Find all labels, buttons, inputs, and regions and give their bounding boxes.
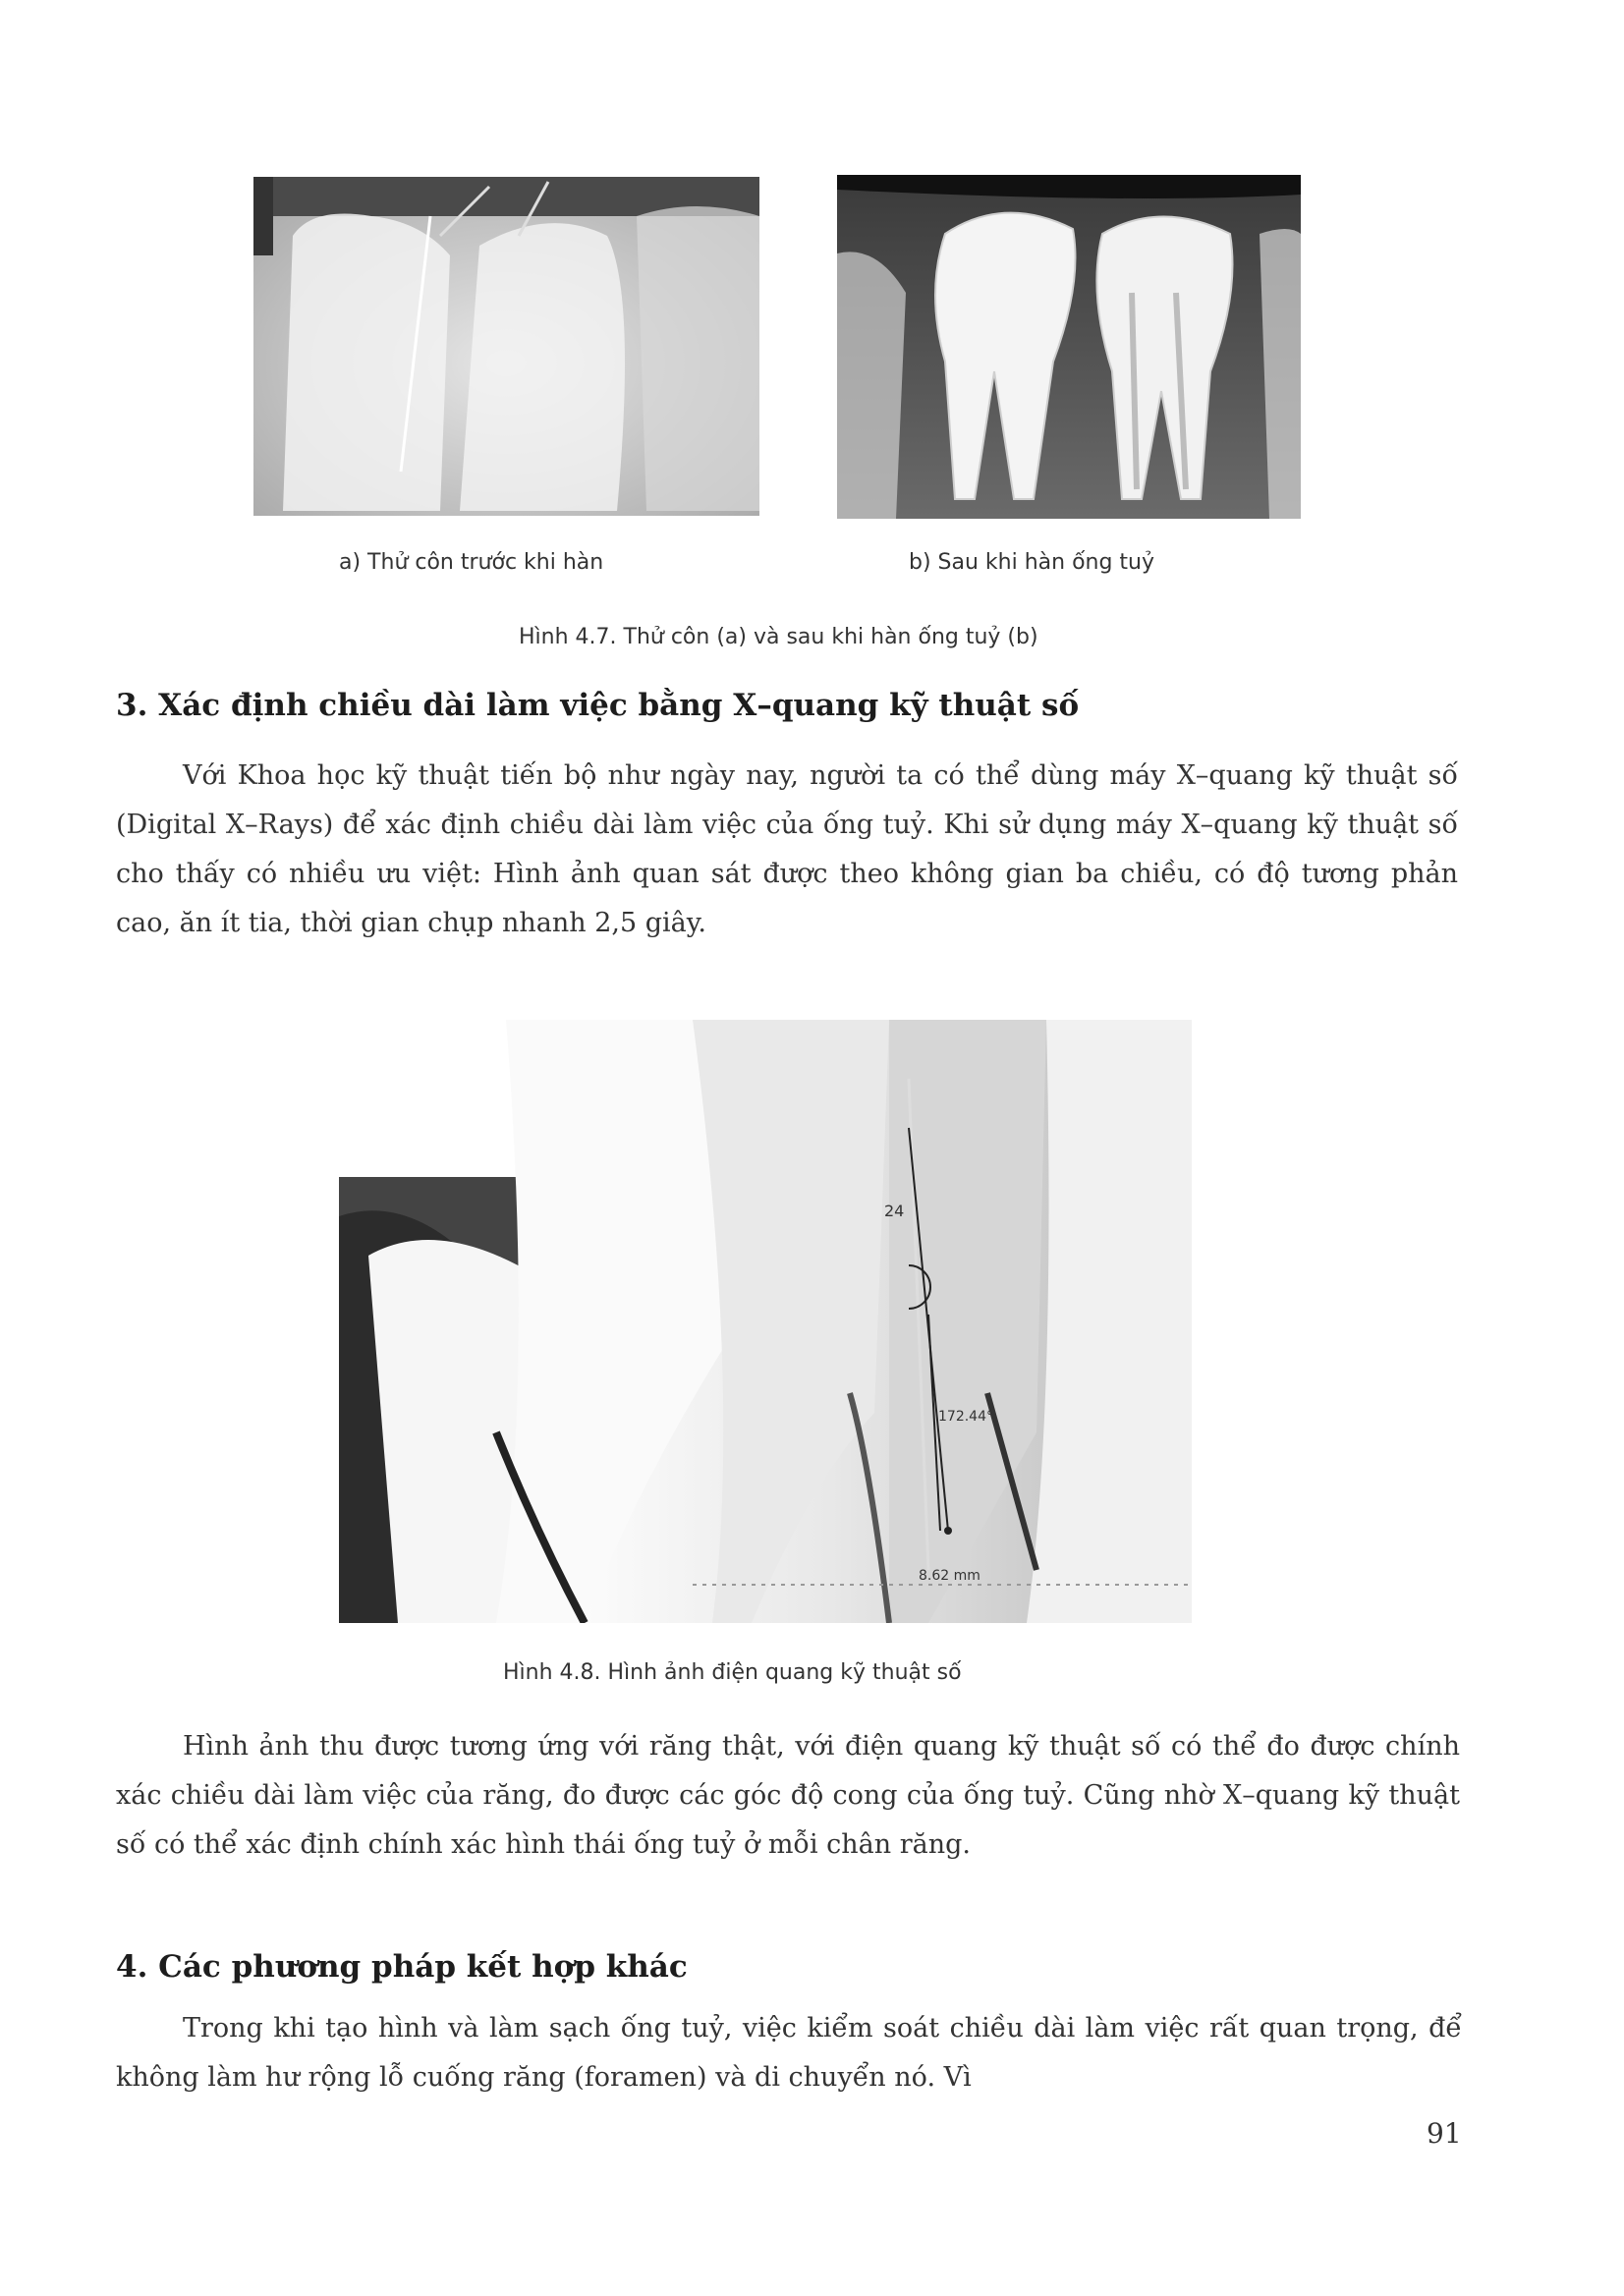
figure-4-7-caption-a: a) Thử côn trước khi hàn [339, 550, 604, 575]
length-label: 8.62 mm [919, 1568, 980, 1584]
section-3-heading: 3. Xác định chiều dài làm việc bằng X–quang kỹ thuật số [116, 688, 1080, 723]
xray-image-before-filling [253, 177, 759, 516]
figure-4-8-paragraph: Hình ảnh thu được tương ứng với răng thật, với điện quang kỹ thuật số có thể đo được chính xác chiều dài làm việc của răng, đo được các góc độ cong của ống tuỷ. Cũng nhờ X–quang kỹ thuật số có thể xác định chính xác hình thái ống tuỷ ở mỗi chân răng. [116, 1731, 1460, 1860]
angle-label-2: 172.44° [938, 1409, 993, 1425]
xray-image-after-filling [837, 175, 1301, 519]
angle-label-1: 24 [884, 1202, 905, 1220]
figure-4-8-caption: Hình 4.8. Hình ảnh điện quang kỹ thuật số [503, 1660, 962, 1685]
figure-4-7-caption-b: b) Sau khi hàn ống tuỷ [909, 550, 1155, 575]
section-3-paragraph: Với Khoa học kỹ thuật tiến bộ như ngày nay, người ta có thể dùng máy X–quang kỹ thuật số (Digital X–Rays) để xác định chiều dài làm việc của ống tuỷ. Khi sử dụng máy X–quang kỹ thuật số cho thấy có nhiều ưu việt: Hình ảnh quan sát được theo không gian ba chiều, có độ tương phản cao, ăn ít tia, thời gian chụp nhanh 2,5 giây. [116, 760, 1458, 938]
figure-4-7-caption: Hình 4.7. Thử côn (a) và sau khi hàn ống tuỷ (b) [519, 625, 1038, 649]
section-4-paragraph: Trong khi tạo hình và làm sạch ống tuỷ, việc kiểm soát chiều dài làm việc rất quan trọng, để không làm hư rộng lỗ cuống răng (foramen) và di chuyển nó. Vì [116, 2013, 1462, 2093]
section-4-heading: 4. Các phương pháp kết hợp khác [116, 1949, 688, 1985]
page-number: 91 [1427, 2117, 1462, 2150]
digital-xray-image [339, 1020, 1192, 1623]
